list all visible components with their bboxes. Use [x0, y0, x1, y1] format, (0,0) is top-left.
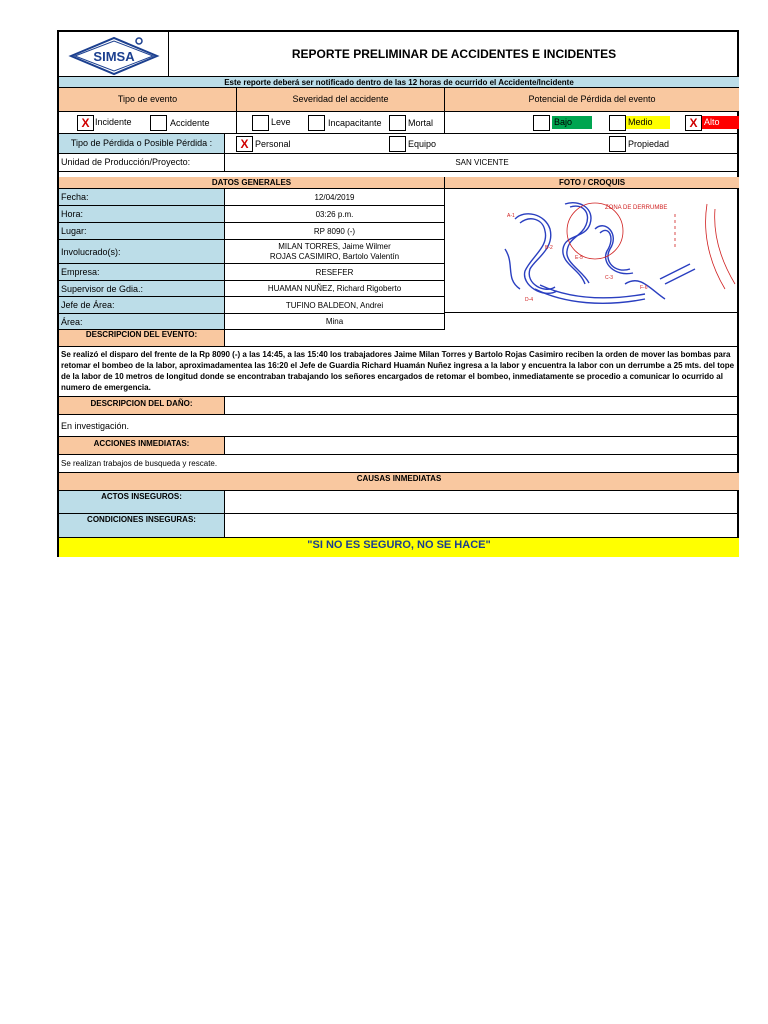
involucrado-2: ROJAS CASIMIRO, Bartolo Valentín: [269, 252, 400, 261]
svg-text:F-6: F-6: [640, 285, 648, 291]
leve-checkbox[interactable]: [252, 115, 269, 131]
unit-label: Unidad de Producción/Proyecto:: [59, 154, 225, 171]
event-type-header: Tipo de evento: [59, 88, 237, 112]
notice-banner: Este reporte deberá ser notificado dentro de las 12 horas de ocurrido el Accidente/Incidente: [59, 76, 739, 88]
incidente-label: Incidente: [95, 117, 132, 127]
loss-type-row: [59, 134, 739, 154]
field-value-empresa: RESEFER: [225, 264, 445, 281]
field-label-empresa: Empresa:: [59, 264, 225, 281]
bajo-label: Bajo: [554, 117, 573, 127]
field-label-involucrados: Involucrado(s):: [59, 240, 225, 264]
sketch-zone-label: ZONA DE DERRUMBE: [605, 205, 668, 211]
personal-label: Personal: [255, 139, 291, 149]
actions-text: Se realizan trabajos de busqueda y rescate.: [59, 455, 739, 473]
event-text: Se realizó el disparo del frente de la Rp 8090 (-) a las 14:45, a las 15:40 los trabajadores Jaime Milan Torres y Bartolo Rojas Casimiro reciben la orden de mover las bombas para retomar el bombeo de la labor, aproximadamentea las 16:20 el Jefe de Guardia Richard Huamán Nuñez ingresa a la labor y encuentra la labor con un derrumbe a 25 mts. del tope de la labor de 10 metros de longitud donde se encontraban trabajando los señores encargados de retomar el bombeo, inmediatamente se procedio a comunicar lo ocurrido al numero de emergencia.: [59, 347, 739, 397]
medio-swatch: [626, 116, 670, 129]
svg-text:A-1: A-1: [507, 213, 515, 219]
incapacitante-label: Incapacitante: [328, 118, 382, 128]
unsafe-conditions-label: CONDICIONES INSEGURAS:: [59, 514, 225, 537]
medio-checkbox[interactable]: [609, 115, 626, 131]
general-header-row: [59, 177, 739, 189]
leve-label: Leve: [271, 117, 291, 127]
field-label-area: Área:: [59, 314, 225, 330]
actions-label-row: [59, 437, 739, 455]
report-title: REPORTE PRELIMINAR DE ACCIDENTES E INCIDENTES: [291, 47, 617, 61]
propiedad-label: Propiedad: [628, 139, 670, 149]
options-row: [59, 112, 739, 134]
incapacitante-checkbox[interactable]: [308, 115, 325, 131]
loss-potential-header: Potencial de Pérdida del evento: [445, 88, 739, 112]
field-value-supervisor: HUAMAN NUÑEZ, Richard Rigoberto: [225, 281, 445, 297]
photo-heading: FOTO / CROQUIS: [445, 177, 739, 188]
medio-label: Medio: [628, 117, 653, 127]
field-value-jefe-area: TUFINO BALDEON, Andrei: [225, 297, 445, 314]
mortal-label: Mortal: [408, 118, 434, 128]
unit-row: [59, 154, 739, 172]
propiedad-checkbox[interactable]: [609, 136, 626, 152]
simsa-logo: [59, 32, 169, 76]
safety-slogan: "SI NO ES SEGURO, NO SE HACE": [59, 538, 739, 557]
svg-text:E-5: E-5: [575, 255, 583, 261]
field-label-lugar: Lugar:: [59, 223, 225, 240]
event-label: DESCRIPCION DEL EVENTO:: [59, 330, 225, 346]
logo-cell: [59, 32, 169, 76]
svg-text:D-4: D-4: [525, 297, 534, 303]
general-fields: [59, 189, 445, 330]
bajo-swatch: [552, 116, 592, 129]
damage-label-row: [59, 397, 739, 415]
field-value-lugar: RP 8090 (-): [225, 223, 445, 240]
accident-report-form: [57, 30, 739, 557]
alto-swatch: [702, 116, 739, 129]
accidente-checkbox[interactable]: [150, 115, 167, 131]
event-label-row: [59, 330, 739, 347]
general-heading: DATOS GENERALES: [59, 177, 445, 188]
logo-mark-icon: [136, 38, 142, 44]
field-value-area: Mina: [225, 314, 445, 330]
mine-sketch-image: [445, 189, 739, 312]
unit-value: SAN VICENTE: [455, 158, 509, 167]
unsafe-acts-label: ACTOS INSEGUROS:: [59, 491, 225, 513]
causes-heading: CAUSAS INMEDIATAS: [59, 473, 739, 491]
alto-checkbox[interactable]: X: [685, 115, 702, 131]
actions-label: ACCIONES INMEDIATAS:: [59, 437, 225, 454]
accidente-label: Accidente: [170, 118, 210, 128]
mortal-checkbox[interactable]: [389, 115, 406, 131]
sketch-area: [445, 189, 739, 313]
damage-text: En investigación.: [59, 415, 739, 437]
unsafe-conditions-row: [59, 514, 739, 538]
alto-label: Alto: [704, 117, 720, 127]
damage-label: DESCRIPCION DEL DAÑO:: [59, 397, 225, 414]
equipo-checkbox[interactable]: [389, 136, 406, 152]
field-label-fecha: Fecha:: [59, 189, 225, 206]
equipo-label: Equipo: [408, 139, 437, 149]
field-label-hora: Hora:: [59, 206, 225, 223]
svg-text:C-3: C-3: [605, 275, 614, 281]
field-value-involucrados: [225, 240, 445, 264]
svg-text:B-2: B-2: [545, 245, 553, 251]
incidente-checkbox[interactable]: X: [77, 115, 94, 131]
bajo-checkbox[interactable]: [533, 115, 550, 131]
loss-type-label: Tipo de Pérdida o Posible Pérdida :: [59, 134, 225, 153]
field-value-fecha: 12/04/2019: [225, 189, 445, 206]
severity-header: Severidad del accidente: [237, 88, 445, 112]
personal-checkbox[interactable]: X: [236, 136, 253, 152]
logo-text: SIMSA: [93, 49, 135, 64]
field-value-hora: 03:26 p.m.: [225, 206, 445, 223]
involucrado-1: MILAN TORRES, Jaime Wilmer: [278, 242, 391, 251]
field-label-supervisor: Supervisor de Gdia.:: [59, 281, 225, 297]
field-label-jefe-area: Jefe de Área:: [59, 297, 225, 314]
unsafe-acts-row: [59, 491, 739, 514]
